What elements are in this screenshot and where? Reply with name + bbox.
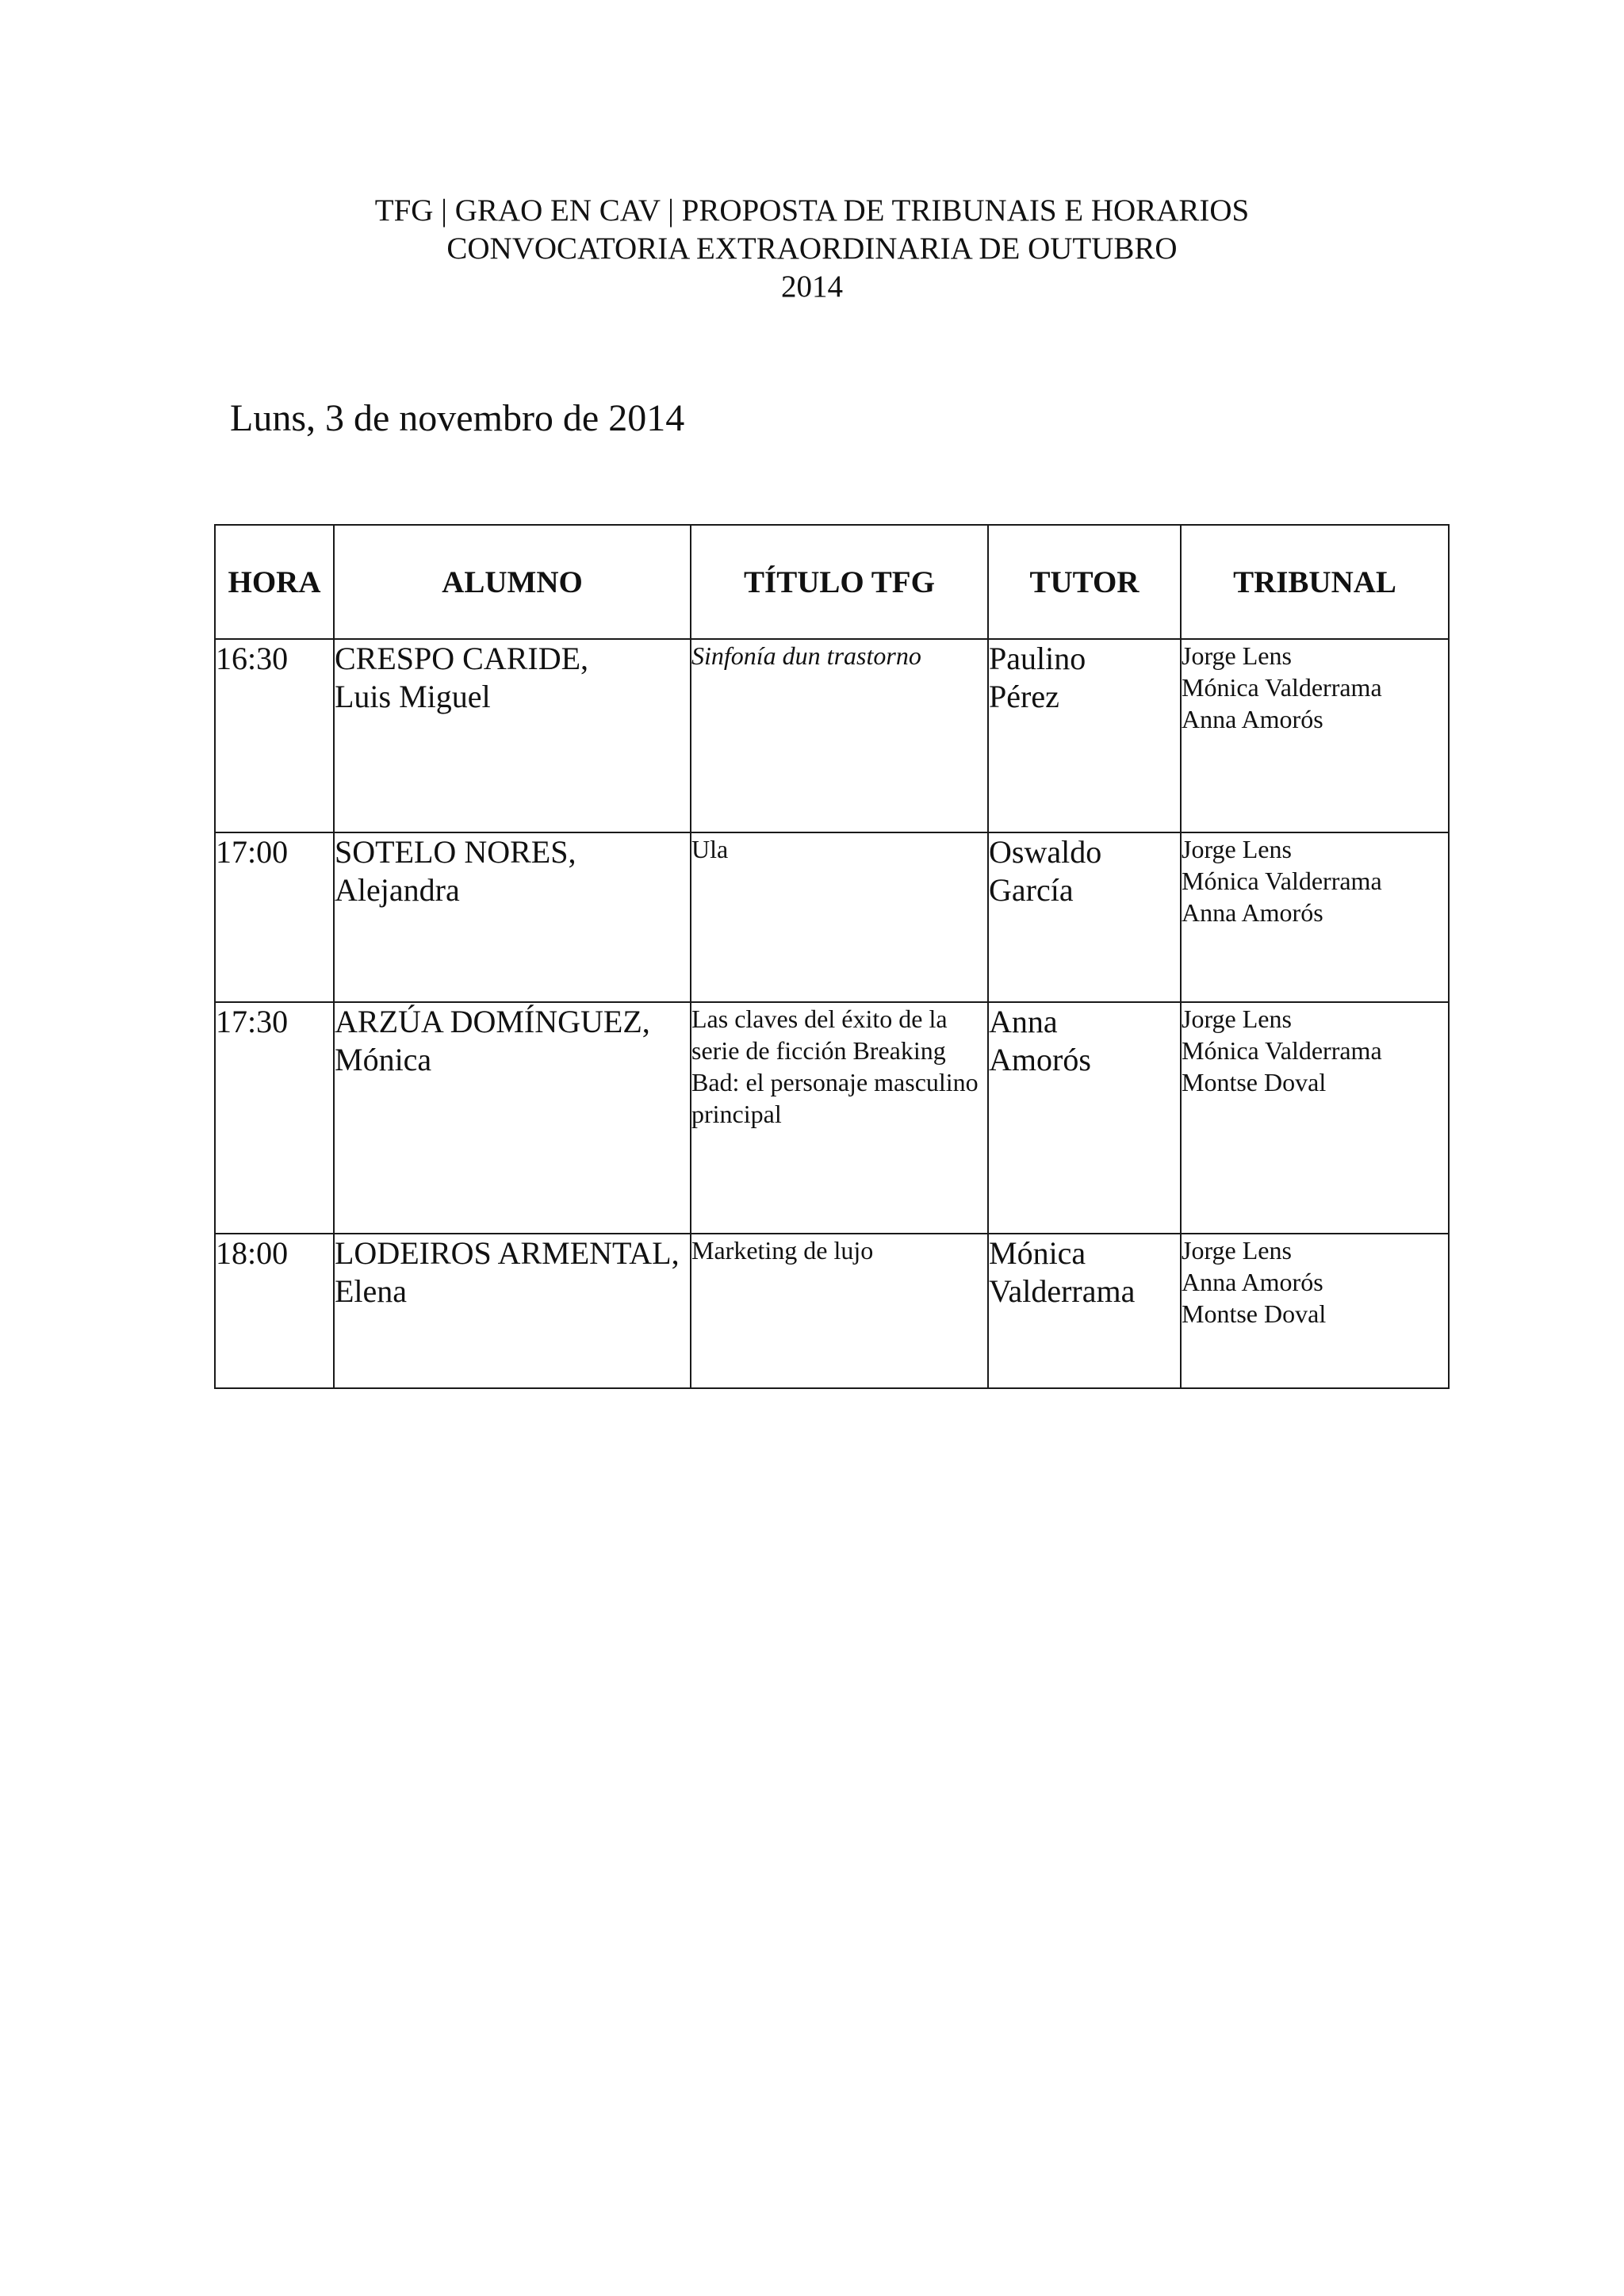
- tutor-cell: [988, 832, 1181, 1002]
- header-line-1: TFG | GRAO EN CAV | PROPOSTA DE TRIBUNAIS E HORARIOS: [374, 193, 1250, 228]
- tribunal-member: Jorge Lens: [1182, 641, 1292, 670]
- tribunal-member: Jorge Lens: [1182, 1004, 1292, 1033]
- student-given-name: Elena: [335, 1273, 408, 1309]
- column-header-alumno: ALUMNO: [334, 525, 691, 639]
- title-cell: Las claves del éxito de la serie de ficción Breaking Bad: el personaje masculino principal: [691, 1002, 988, 1234]
- tribunal-member: Anna Amorós: [1182, 1268, 1323, 1296]
- tutor-name-line: Oswaldo: [989, 834, 1102, 870]
- tutor-cell: [988, 639, 1181, 832]
- tribunal-cell: [1181, 639, 1449, 832]
- student-cell: [334, 832, 691, 1002]
- document-header: [0, 192, 1624, 306]
- title-cell: Sinfonía dun trastorno: [691, 639, 988, 832]
- tribunal-member: Mónica Valderrama: [1182, 1036, 1382, 1065]
- tutor-name-line: Amorós: [989, 1042, 1091, 1077]
- tutor-name-line: García: [989, 872, 1074, 908]
- column-header-titulo: TÍTULO TFG: [691, 525, 988, 639]
- student-cell: [334, 639, 691, 832]
- tribunal-member: Anna Amorós: [1182, 898, 1323, 927]
- tribunal-member: Mónica Valderrama: [1182, 673, 1382, 702]
- time-cell: 17:30: [215, 1002, 334, 1234]
- tutor-name-line: Anna: [989, 1004, 1058, 1039]
- schedule-table: [214, 524, 1450, 1389]
- student-cell: [334, 1002, 691, 1234]
- tribunal-member: Jorge Lens: [1182, 1236, 1292, 1265]
- tutor-name-line: Paulino: [989, 641, 1086, 676]
- student-given-name: Luis Miguel: [335, 679, 491, 714]
- tribunal-cell: [1181, 832, 1449, 1002]
- tribunal-member: Anna Amorós: [1182, 705, 1323, 733]
- table-row: [215, 1234, 1449, 1388]
- table-row: [215, 1002, 1449, 1234]
- tutor-name-line: Mónica: [989, 1235, 1086, 1271]
- student-surname: LODEIROS ARMENTAL,: [335, 1235, 680, 1271]
- column-header-tribunal: TRIBUNAL: [1181, 525, 1449, 639]
- session-date: Luns, 3 de novembro de 2014: [230, 397, 685, 439]
- header-line-3: 2014: [781, 270, 843, 304]
- student-surname: CRESPO CARIDE,: [335, 641, 589, 676]
- student-surname: ARZÚA DOMÍNGUEZ,: [335, 1004, 650, 1039]
- column-header-tutor: TUTOR: [988, 525, 1181, 639]
- tribunal-cell: [1181, 1002, 1449, 1234]
- table-row: [215, 639, 1449, 832]
- tutor-name-line: Valderrama: [989, 1273, 1136, 1309]
- time-cell: 16:30: [215, 639, 334, 832]
- student-given-name: Mónica: [335, 1042, 432, 1077]
- time-cell: 17:00: [215, 832, 334, 1002]
- table-header-row: [215, 525, 1449, 639]
- tutor-name-line: Pérez: [989, 679, 1059, 714]
- tribunal-member: Montse Doval: [1182, 1068, 1327, 1096]
- tutor-cell: [988, 1234, 1181, 1388]
- title-cell: Ula: [691, 832, 988, 1002]
- student-cell: [334, 1234, 691, 1388]
- tutor-cell: [988, 1002, 1181, 1234]
- header-line-2: CONVOCATORIA EXTRAORDINARIA DE OUTUBRO: [446, 232, 1178, 266]
- time-cell: 18:00: [215, 1234, 334, 1388]
- tribunal-member: Montse Doval: [1182, 1299, 1327, 1328]
- tribunal-member: Jorge Lens: [1182, 835, 1292, 863]
- title-cell: Marketing de lujo: [691, 1234, 988, 1388]
- student-surname: SOTELO NORES,: [335, 834, 576, 870]
- tribunal-cell: [1181, 1234, 1449, 1388]
- student-given-name: Alejandra: [335, 872, 460, 908]
- tribunal-member: Mónica Valderrama: [1182, 867, 1382, 895]
- table-row: [215, 832, 1449, 1002]
- column-header-hora: HORA: [215, 525, 334, 639]
